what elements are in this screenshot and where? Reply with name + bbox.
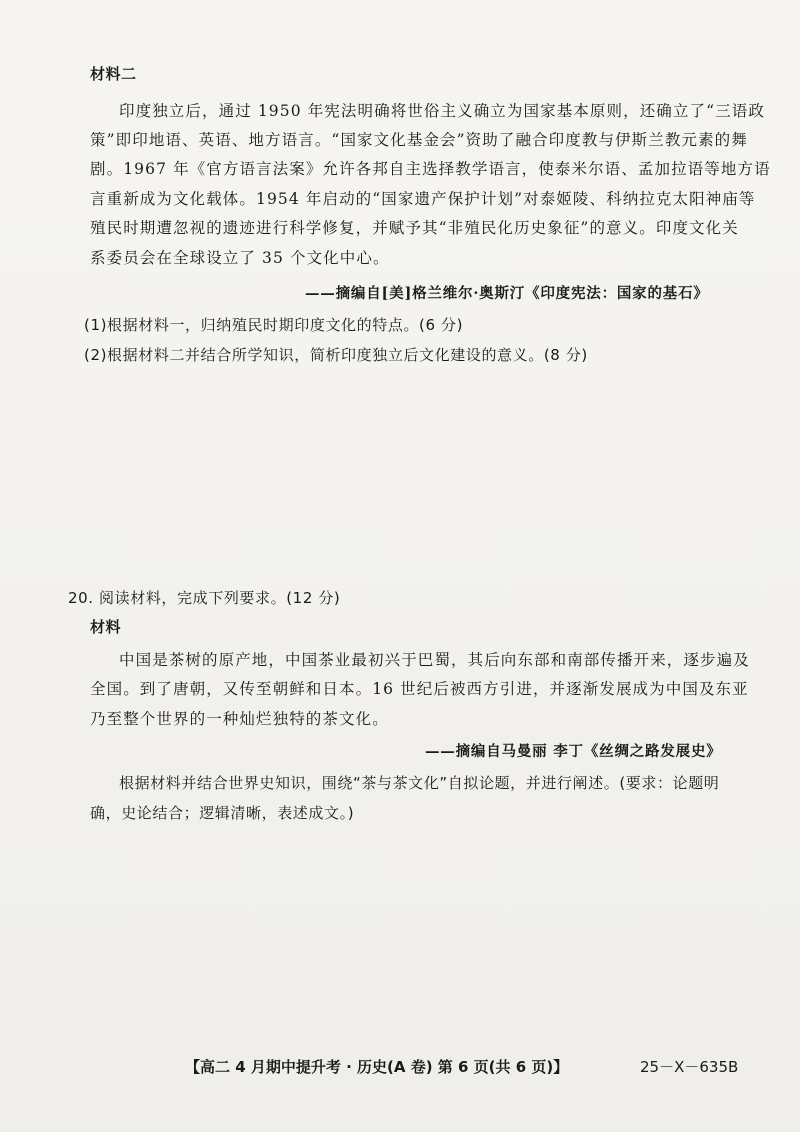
- q20-source: ——摘编自马曼丽 李丁《丝绸之路发展史》: [425, 743, 722, 760]
- material2-line-1: 印度独立后，通过 1950 年宪法明确将世俗主义确立为国家基本原则，还确立了“三语政: [119, 102, 765, 120]
- material2-line-5: 殖民时期遭忽视的遗迹进行科学修复，并赋予其“非殖民化历史象征”的意义。印度文化关: [90, 219, 739, 237]
- exam-code: 25－X－635B: [640, 1058, 739, 1076]
- question-1: (1)根据材料一，归纳殖民时期印度文化的特点。(6 分): [84, 316, 464, 334]
- material2-source: ——摘编自[美]格兰维尔·奥斯汀《印度宪法：国家的基石》: [305, 285, 709, 302]
- question-20-title: 20. 阅读材料，完成下列要求。(12 分): [68, 589, 341, 607]
- page-footer: 【高二 4 月期中提升考 · 历史(A 卷) 第 6 页(共 6 页)】: [185, 1058, 569, 1076]
- q20-material-heading: 材料: [90, 618, 122, 636]
- material2-line-2: 策”即印地语、英语、地方语言。“国家文化基金会”资助了融合印度教与伊斯兰教元素的舞: [90, 131, 748, 149]
- q20-task-line-2: 确，史论结合；逻辑清晰，表述成文。): [90, 804, 355, 822]
- material2-line-6: 系委员会在全球设立了 35 个文化中心。: [90, 249, 390, 267]
- material2-line-3: 剧。1967 年《官方语言法案》允许各邦自主选择教学语言，使泰米尔语、孟加拉语等地方语: [90, 160, 771, 178]
- question-2: (2)根据材料二并结合所学知识，简析印度独立后文化建设的意义。(8 分): [84, 346, 588, 364]
- q20-task-line-1: 根据材料并结合世界史知识，围绕“茶与茶文化”自拟论题，并进行阐述。(要求：论题明: [119, 774, 720, 792]
- material2-line-4: 言重新成为文化载体。1954 年启动的“国家遗产保护计划”对泰姬陵、科纳拉克太阳神庙等: [90, 190, 756, 208]
- q20-line-2: 全国。到了唐朝，又传至朝鲜和日本。16 世纪后被西方引进，并逐渐发展成为中国及东亚: [90, 680, 749, 698]
- q20-line-3: 乃至整个世界的一种灿烂独特的茶文化。: [90, 710, 389, 728]
- q20-line-1: 中国是茶树的原产地，中国茶业最初兴于巴蜀，其后向东部和南部传播开来，逐步遍及: [119, 651, 750, 669]
- material2-heading: 材料二: [90, 65, 137, 83]
